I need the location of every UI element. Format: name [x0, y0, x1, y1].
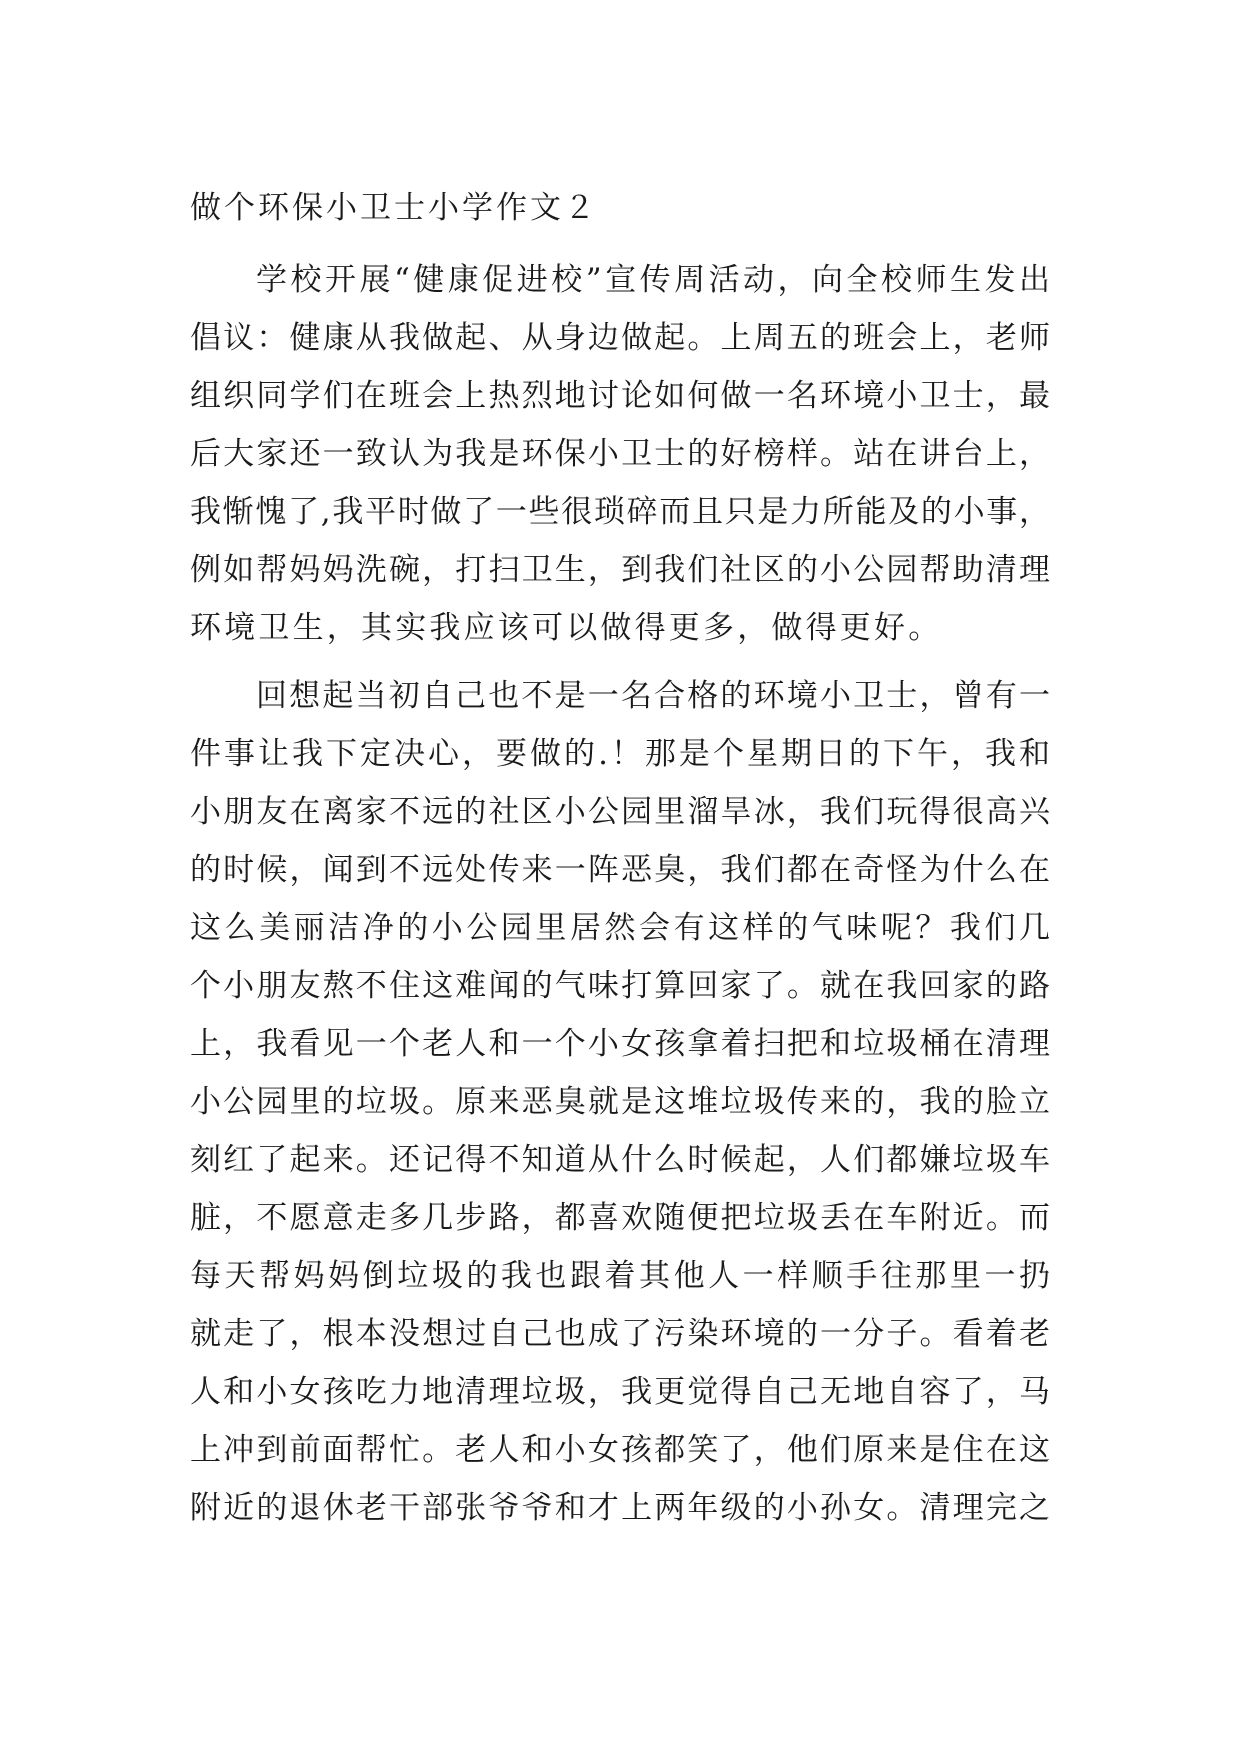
paragraph-line: 附近的退休老干部张爷爷和才上两年级的小孙女。清理完之: [190, 1490, 1050, 1526]
paragraph-line: 回想起当初自己也不是一名合格的环境小卫士，曾有一: [256, 678, 1050, 714]
paragraph-line: 环境卫生，其实我应该可以做得更多，做得更好。: [190, 610, 943, 646]
document-page: [190, 188, 1050, 1547]
paragraph-line: 刻红了起来。还记得不知道从什么时候起，人们都嫌垃圾车: [190, 1142, 1050, 1178]
paragraph-2: [190, 667, 1050, 1537]
paragraph-line: 上冲到前面帮忙。老人和小女孩都笑了，他们原来是住在这: [190, 1432, 1050, 1468]
paragraph-line: 后大家还一致认为我是环保小卫士的好榜样。站在讲台上，: [190, 436, 1050, 472]
paragraph-line: 学校开展“健康促进校”宣传周活动，向全校师生发出: [256, 262, 1050, 298]
document-title: 做个环保小卫士小学作文２: [190, 190, 598, 226]
paragraph-line: 个小朋友熬不住这难闻的气味打算回家了。就在我回家的路: [190, 968, 1050, 1004]
paragraph-line: 我惭愧了,我平时做了一些很琐碎而且只是力所能及的小事，: [190, 494, 1050, 530]
paragraph-line: 件事让我下定决心，要做的.！那是个星期日的下午，我和: [190, 736, 1050, 772]
paragraph-line: 例如帮妈妈洗碗，打扫卫生，到我们社区的小公园帮助清理: [190, 552, 1050, 588]
paragraph-line: 这么美丽洁净的小公园里居然会有这样的气味呢？我们几: [190, 910, 1050, 946]
paragraph-line: 上，我看见一个老人和一个小女孩拿着扫把和垃圾桶在清理: [190, 1026, 1050, 1062]
paragraph-1: [190, 251, 1050, 657]
paragraph-line: 脏，不愿意走多几步路，都喜欢随便把垃圾丢在车附近。而: [190, 1200, 1050, 1236]
paragraph-line: 的时候，闻到不远处传来一阵恶臭，我们都在奇怪为什么在: [190, 852, 1050, 888]
paragraph-line: 小朋友在离家不远的社区小公园里溜旱冰，我们玩得很高兴: [190, 794, 1050, 830]
paragraph-line: 就走了，根本没想过自己也成了污染环境的一分子。看着老: [190, 1316, 1050, 1352]
paragraph-line: 人和小女孩吃力地清理垃圾，我更觉得自己无地自容了，马: [190, 1374, 1050, 1410]
paragraph-line: 小公园里的垃圾。原来恶臭就是这堆垃圾传来的，我的脸立: [190, 1084, 1050, 1120]
paragraph-line: 每天帮妈妈倒垃圾的我也跟着其他人一样顺手往那里一扔: [190, 1258, 1050, 1294]
paragraph-line: 组织同学们在班会上热烈地讨论如何做一名环境小卫士，最: [190, 378, 1050, 414]
paragraph-line: 倡议：健康从我做起、从身边做起。上周五的班会上，老师: [190, 320, 1050, 356]
